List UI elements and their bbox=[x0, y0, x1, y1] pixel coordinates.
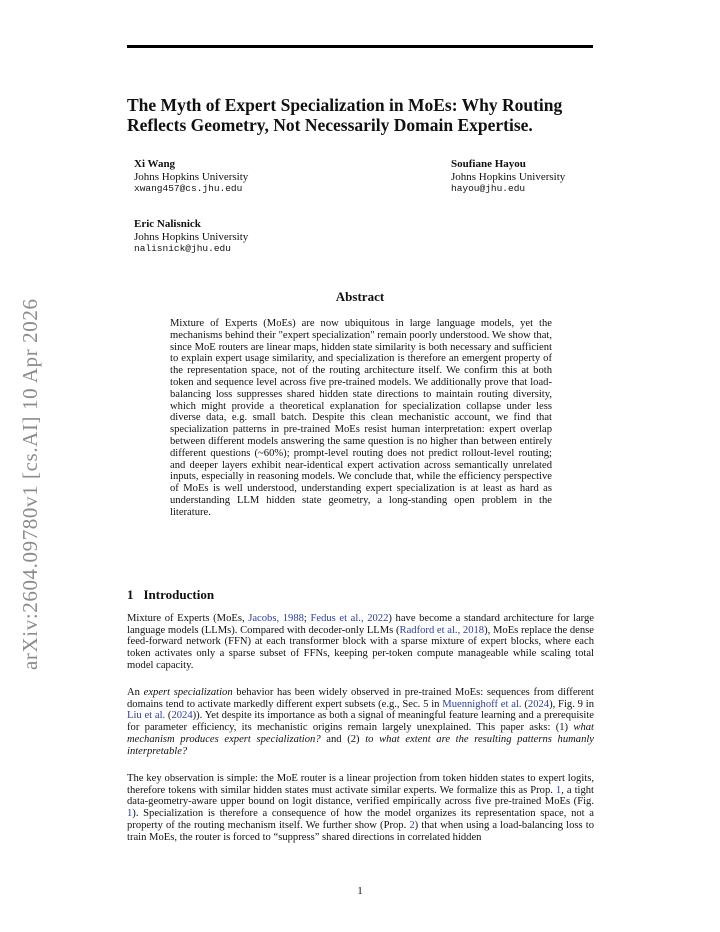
author-name: Eric Nalisnick bbox=[134, 218, 201, 230]
citation-link[interactable]: Jacobs, 1988 bbox=[248, 613, 304, 624]
intro-paragraph-1: Mixture of Experts (MoEs, Jacobs, 1988; Fedus et al., 2022) have become a standard architecture for large language models (LLMs). Compared with decoder-only LLMs (Radford et al., 2018), MoEs replace the dense feed-forward network (FFN) at each transformer block with a sparse mixture of expert blocks, where each token activates only a sparse subset of FFNs, keeping per-token compute manageable while scaling total model capacity. bbox=[127, 613, 595, 671]
page-number: 1 bbox=[357, 885, 363, 897]
author-block bbox=[451, 158, 565, 196]
author-name: Soufiane Hayou bbox=[451, 158, 526, 170]
citation-link[interactable]: 2024 bbox=[527, 698, 550, 710]
author-block bbox=[134, 218, 248, 256]
arxiv-identifier: arXiv:2604.09780v1 [cs.AI] 10 Apr 2026 bbox=[18, 298, 42, 670]
author-affiliation: Johns Hopkins University bbox=[134, 230, 249, 243]
author-email[interactable]: nalisnick@jhu.edu bbox=[134, 243, 231, 254]
abstract-text: Mixture of Experts (MoEs) are now ubiquitous in large language models, yet the mechanisms behind their "expert specialization" remain poorly understood. We show that, since MoE routers are linear maps, hidden state similarity is both necessary and sufficient to explain expert usage similarity, and specialization is therefore an emergent property of the representation space, not of the routing architecture itself. We confirm this at both token and sequence level across five pre-trained models. We additionally prove that load-balancing loss suppresses shared hidden state directions to maintain routing diversity, which might provide a theoretical explanation for specialization collapse under less diverse data, e.g. small batch. Despite this clean mechanistic account, we find that specialization patterns in pre-trained MoEs resist human interpretation: expert overlap between different models answering the same question is no higher than between entirely different questions (~60%); prompt-level routing does not predict rollout-level routing; and deeper layers exhibit near-identical expert activation across semantically unrelated inputs, especially in reasoning models. We conclude that, while the efficiency perspective of MoEs is well understood, understanding expert specialization is at least as hard as understanding LLM hidden state geometry, a long-standing open problem in the literature. bbox=[170, 318, 552, 518]
section-heading bbox=[127, 587, 214, 603]
author-block bbox=[134, 158, 248, 196]
citation-link[interactable]: Liu et al. bbox=[127, 710, 166, 722]
section-title: Introduction bbox=[143, 587, 215, 602]
intro-paragraph-2: An expert specialization behavior has been widely observed in pre-trained MoEs: sequences from different domains tend to activate markedly different expert subsets (e.g., Sec. 5 in Muennighoff et al. (2024), Fig. 9 in Liu et al. (2024)). Yet despite its importance as both a signal of meaningful feature learning and a prerequisite for parameter efficiency, its mechanistic origins remain largely unexplained. This paper asks: (1) what mechanism produces expert specialization? and (2) to what extent are the resulting patterns humanly interpretable? bbox=[127, 687, 595, 757]
citation-link[interactable]: Fedus et al., 2022 bbox=[310, 613, 389, 624]
author-affiliation: Johns Hopkins University bbox=[451, 170, 566, 183]
intro-paragraph-3: The key observation is simple: the MoE router is a linear projection from token hidden states to expert logits, therefore tokens with similar hidden states must activate similar experts. We formalize this as Prop. 1, a tight data-geometry-aware upper bound on logit distance, verified empirically across five pre-trained MoEs (Fig. 1). Specialization is therefore a consequence of how the model organizes its representation space, not a property of the routing mechanism itself. We further show (Prop. 2) that when using a load-balancing loss to train MoEs, the router is forced to “suppress” shared directions in correlated hidden bbox=[127, 773, 595, 843]
paper-title: The Myth of Expert Specialization in MoEs: Why Routing Reflects Geometry, Not Necessarily Domain Expertise. bbox=[127, 95, 563, 135]
author-email[interactable]: hayou@jhu.edu bbox=[451, 183, 526, 194]
cross-reference-link[interactable]: 2 bbox=[409, 819, 415, 831]
cross-reference-link[interactable]: 1 bbox=[555, 784, 562, 796]
abstract-heading: Abstract bbox=[335, 289, 385, 304]
section-number: 1 bbox=[127, 587, 134, 602]
citation-link[interactable]: 2024 bbox=[171, 710, 193, 722]
top-rule bbox=[127, 45, 593, 48]
citation-link[interactable]: Muennighoff et al. bbox=[442, 698, 522, 710]
citation-link[interactable]: Radford et al., 2018 bbox=[399, 624, 485, 636]
author-affiliation: Johns Hopkins University bbox=[134, 170, 249, 183]
author-email[interactable]: xwang457@cs.jhu.edu bbox=[134, 183, 243, 194]
cross-reference-link[interactable]: 1 bbox=[127, 808, 133, 820]
author-name: Xi Wang bbox=[134, 158, 176, 170]
